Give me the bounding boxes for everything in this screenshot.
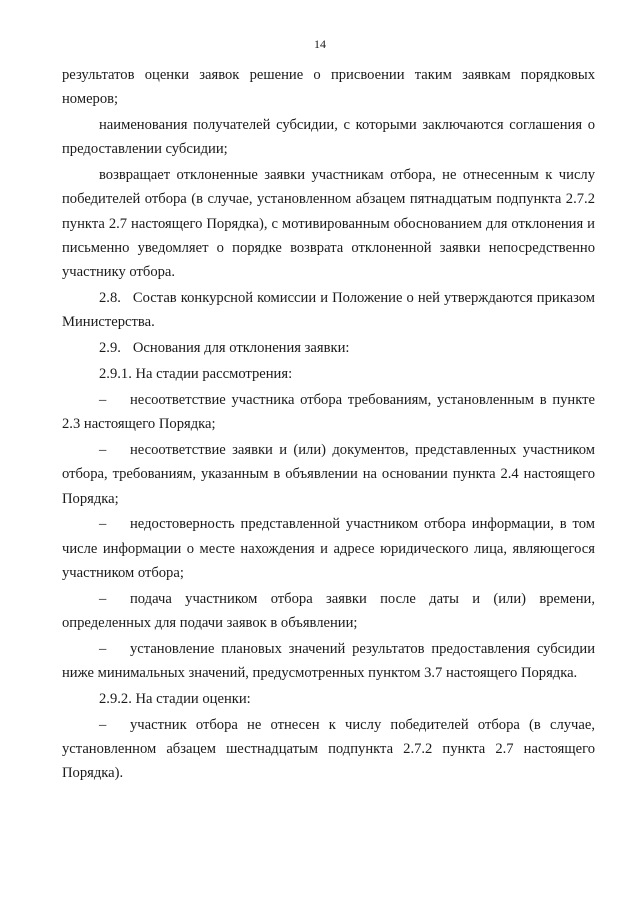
- page-number: 14: [314, 37, 326, 51]
- list-item: [62, 713, 595, 786]
- paragraph-return-applications: возвращает отклоненные заявки участникам отбора, не отнесенным к числу победителей отбора (в случае, установленном абзацем пятнадцатым подпункта 2.7.2 пункта 2.7 настоящего Порядка), с мотивированным обоснованием для отклонения и письменно уведомляет о порядке возврата отклоненной заявки непосредственно участнику отбора.: [62, 167, 595, 281]
- dash-marker: –: [99, 590, 107, 607]
- list-item: [62, 388, 595, 437]
- dash-marker: –: [99, 516, 107, 533]
- list-item: [62, 512, 595, 585]
- clause-2-8: [62, 286, 595, 335]
- list-item-text: участник отбора не отнесен к числу победителей отбора (в случае, установленном абзацем шестнадцатым подпункта 2.7.2 пункта 2.7 настоящего Порядка).: [62, 716, 595, 782]
- clause-text: Основания для отклонения заявки:: [132, 340, 350, 357]
- subclause-2-9-2: 2.9.2. На стадии оценки:: [99, 690, 251, 707]
- subclause-2-9-1: 2.9.1. На стадии рассмотрения:: [99, 366, 293, 383]
- list-item-text: несоответствие участника отбора требованиям, установленным в пункте 2.3 настоящего Порядка;: [62, 391, 595, 433]
- clause-text: Состав конкурсной комиссии и Положение о ней утверждаются приказом Министерства.: [62, 290, 595, 331]
- dash-marker: –: [99, 716, 107, 733]
- paragraph-recipients: наименования получателей субсидии, с которыми заключаются соглашения о предоставлении субсидии;: [62, 117, 595, 158]
- clause-number: 2.9.: [99, 340, 121, 357]
- list-item: [62, 637, 595, 686]
- clause-number: 2.8.: [99, 290, 121, 307]
- list-item: [62, 438, 595, 511]
- list-item-text: подача участником отбора заявки после даты и (или) времени, определенных для подачи заявок в объявлении;: [62, 590, 595, 632]
- dash-marker: –: [99, 640, 107, 657]
- document-body: [62, 63, 595, 786]
- dash-marker: –: [99, 441, 107, 458]
- list-item-text: недостоверность представленной участником отбора информации, в том числе информации о месте нахождения и адресе юридического лица, являющегося участником отбора;: [62, 516, 595, 581]
- paragraph-continuation: результатов оценки заявок решение о присвоении таким заявкам порядковых номеров;: [62, 67, 595, 108]
- dash-marker: –: [99, 391, 107, 408]
- clause-2-9: [62, 336, 595, 360]
- list-item: [62, 587, 595, 636]
- list-item-text: установление плановых значений результатов предоставления субсидии ниже минимальных значений, предусмотренных пунктом 3.7 настоящего Порядка.: [62, 640, 595, 682]
- list-item-text: несоответствие заявки и (или) документов, представленных участником отбора, требованиям, указанным в объявлении на основании пункта 2.4 настоящего Порядка;: [62, 441, 595, 507]
